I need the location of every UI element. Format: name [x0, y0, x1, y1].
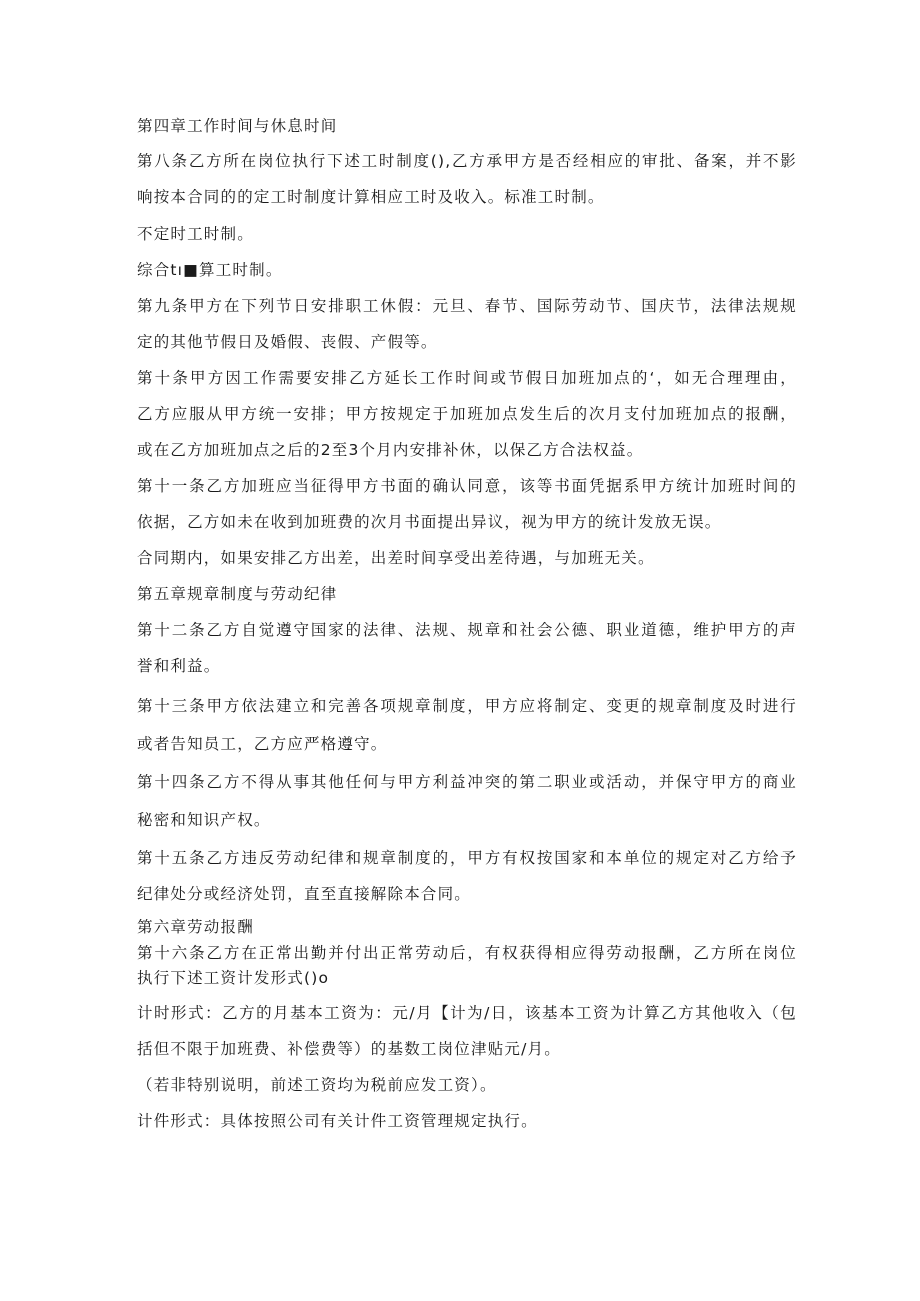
chapter-4-heading: 第四章工作时间与休息时间	[137, 117, 338, 135]
article-11-line-1: 第十一条乙方加班应当征得甲方书面的确认同意，该等书面凭据系甲方统计加班时间的	[137, 477, 797, 495]
time-based-pay-line-2: 括但不限于加班费、补偿费等）的基数工岗位津贴元/月。	[137, 1040, 561, 1058]
article-9-line-1: 第九条甲方在下列节日安排职工休假：元旦、春节、国际劳动节、国庆节，法律法规规	[137, 297, 797, 315]
article-14-line-2: 秘密和知识产权。	[137, 811, 271, 829]
piece-rate-pay-line: 计件形式：具体按照公司有关计件工资管理规定执行。	[137, 1112, 538, 1130]
article-10-line-3: 或在乙方加班加点之后的2至3个月内安排补休，以保乙方合法权益。	[137, 441, 644, 459]
article-9-line-2: 定的其他节假日及婚假、丧假、产假等。	[137, 333, 438, 351]
article-8-line-2: 响按本合同的的定工时制度计算相应工时及收入。标准工时制。	[137, 188, 605, 206]
article-8-line-4: 综合tı■算工时制。	[137, 261, 283, 279]
chapter-5-heading: 第五章规章制度与劳动纪律	[137, 585, 338, 603]
article-16-line-2: 执行下述工资计发形式()o	[137, 969, 330, 987]
pre-tax-note: （若非特别说明，前述工资均为税前应发工资）。	[137, 1076, 497, 1094]
article-8-line-3: 不定时工时制。	[137, 225, 254, 243]
article-12-line-2: 誉和利益。	[137, 657, 221, 675]
article-10-line-2: 乙方应服从甲方统一安排；甲方按规定于加班加点发生后的次月支付加班加点的报酬，	[137, 405, 797, 423]
article-12-line-1: 第十二条乙方自觉遵守国家的法律、法规、规章和社会公德、职业道德，维护甲方的声	[137, 621, 797, 639]
article-15-line-1: 第十五条乙方违反劳动纪律和规章制度的，甲方有权按国家和本单位的规定对乙方给予	[137, 849, 797, 867]
article-14-line-1: 第十四条乙方不得从事其他任何与甲方利益冲突的第二职业或活动，并保守甲方的商业	[137, 773, 797, 791]
article-15-line-2: 纪律处分或经济处罚，直至直接解除本合同。	[137, 885, 472, 903]
article-16-line-1: 第十六条乙方在正常出勤并付出正常劳动后，有权获得相应得劳动报酬，乙方所在岗位	[137, 944, 797, 962]
article-11-line-2: 依据，乙方如未在收到加班费的次月书面提出异议，视为甲方的统计发放无误。	[137, 513, 722, 531]
chapter-6-heading: 第六章劳动报酬	[137, 918, 254, 936]
article-13-line-1: 第十三条甲方依法建立和完善各项规章制度，甲方应将制定、变更的规章制度及时进行	[137, 697, 797, 715]
business-trip-paragraph: 合同期内，如果安排乙方出差，出差时间享受出差待遇，与加班无关。	[137, 549, 655, 567]
time-based-pay-line-1: 计时形式：乙方的月基本工资为：元/月【计为/日，该基本工资为计算乙方其他收入（包	[137, 1004, 797, 1022]
article-13-line-2: 或者告知员工，乙方应严格遵守。	[137, 735, 388, 753]
article-8-line-1: 第八条乙方所在岗位执行下述工时制度(),乙方承甲方是否经相应的审批、备案，并不影	[137, 152, 797, 170]
article-10-line-1: 第十条甲方因工作需要安排乙方延长工作时间或节假日加班加点的‘，如无合理理由，	[137, 369, 797, 387]
